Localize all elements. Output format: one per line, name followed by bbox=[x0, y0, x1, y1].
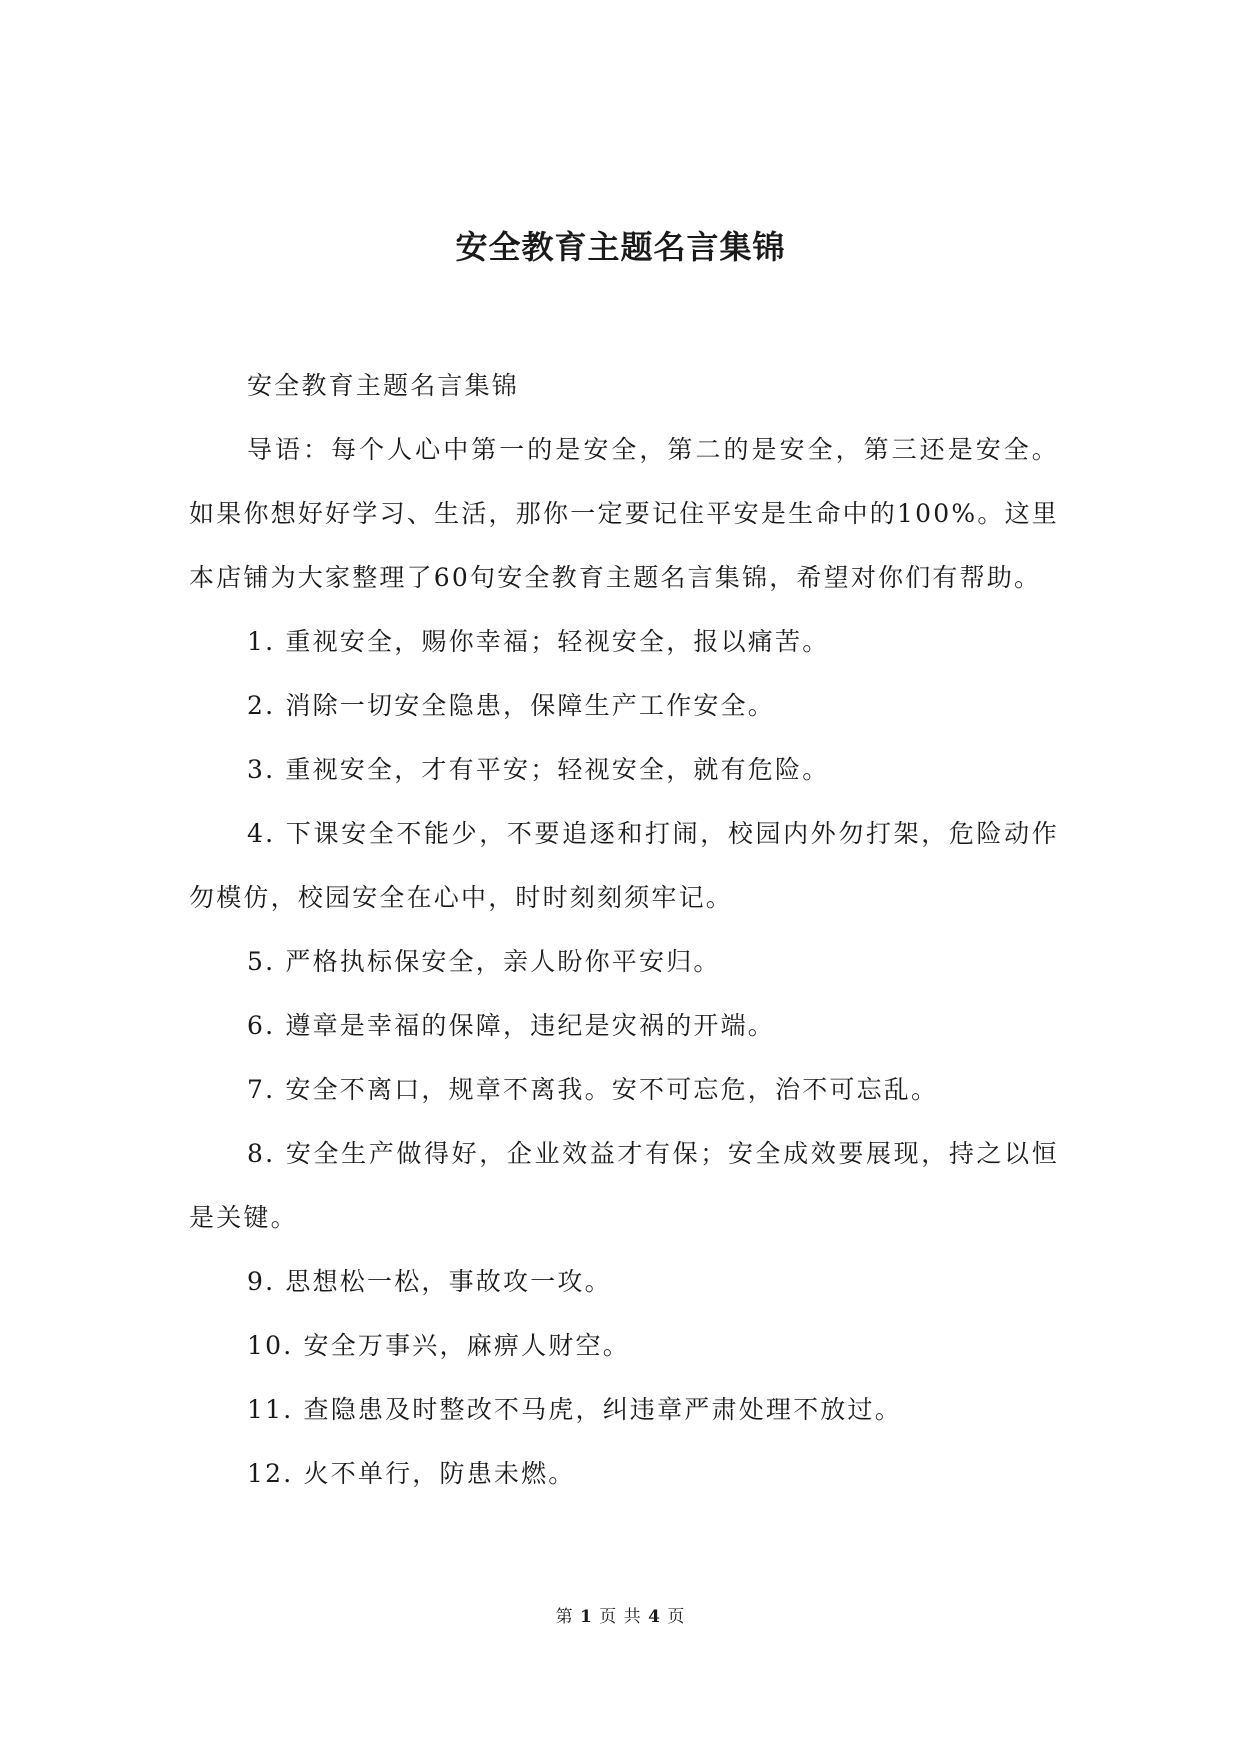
quote-item: 5. 严格执标保安全，亲人盼你平安归。 bbox=[247, 947, 721, 976]
total-pages-number: 4 bbox=[648, 1607, 661, 1627]
quote-item: 3. 重视安全，才有平安；轻视安全，就有危险。 bbox=[247, 755, 830, 784]
quote-item: 2. 消除一切安全隐患，保障生产工作安全。 bbox=[247, 691, 776, 720]
intro-paragraph: 导语：每个人心中第一的是安全，第二的是安全，第三还是安全。如果你想好好学习、生活，那你一定要记住平安是生命中的100%。这里本店铺为大家整理了60句安全教育主题名言集锦，希望对你们有帮助。 bbox=[189, 435, 1059, 592]
current-page-number: 1 bbox=[580, 1607, 593, 1627]
document-title: 安全教育主题名言集锦 bbox=[455, 228, 786, 266]
quote-item: 11. 查隐患及时整改不马虎，纠违章严肃处理不放过。 bbox=[247, 1395, 902, 1424]
quote-item: 8. 安全生产做得好，企业效益才有保；安全成效要展现，持之以恒是关键。 bbox=[189, 1139, 1059, 1232]
quote-item: 7. 安全不离口，规章不离我。安不可忘危，治不可忘乱。 bbox=[247, 1075, 939, 1104]
quote-item: 4. 下课安全不能少，不要追逐和打闹，校园内外勿打架，危险动作勿模仿，校园安全在心中，时时刻刻须牢记。 bbox=[189, 819, 1059, 912]
document-subtitle: 安全教育主题名言集锦 bbox=[247, 371, 520, 400]
footer-middle: 页 共 bbox=[599, 1607, 642, 1627]
page-footer bbox=[0, 1604, 1241, 1630]
quote-item: 12. 火不单行，防患未燃。 bbox=[247, 1459, 576, 1488]
footer-suffix: 页 bbox=[667, 1607, 686, 1627]
quote-item: 10. 安全万事兴，麻痹人财空。 bbox=[247, 1331, 630, 1360]
quote-item: 9. 思想松一松，事故攻一攻。 bbox=[247, 1267, 612, 1296]
footer-prefix: 第 bbox=[555, 1607, 574, 1627]
quote-item: 6. 遵章是幸福的保障，违纪是灾祸的开端。 bbox=[247, 1011, 776, 1040]
quote-item: 1. 重视安全，赐你幸福；轻视安全，报以痛苦。 bbox=[247, 627, 830, 656]
document-body bbox=[189, 354, 1059, 1506]
